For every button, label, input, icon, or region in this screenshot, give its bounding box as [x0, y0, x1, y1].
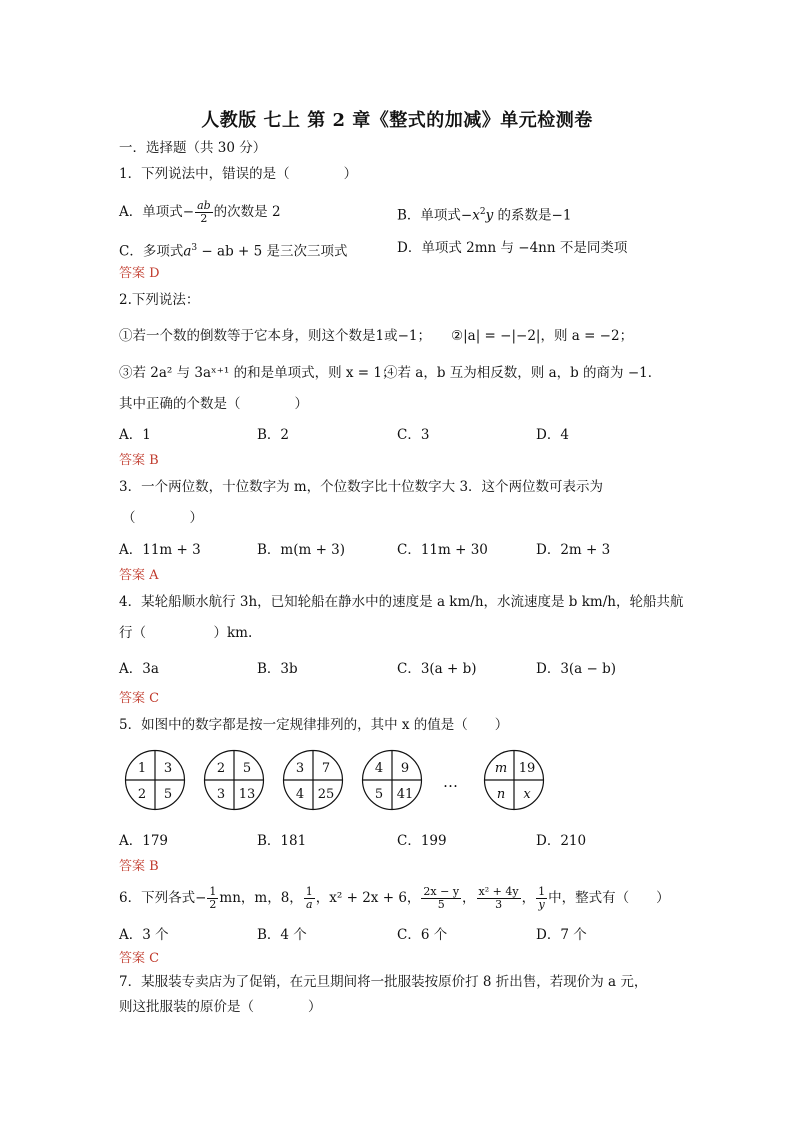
q3-option-d: D．2m + 3 — [536, 542, 611, 558]
q5-option-d: D．210 — [536, 833, 587, 849]
q4-option-b: B．3b — [257, 661, 298, 677]
q6-fraction-5: $\frac{1}{y}$ — [538, 885, 546, 911]
q7-stem: 7．某服装专卖店为了促销，在元旦期间将一批服装按原价打 8 折出售，若现价为 a 元， — [119, 974, 648, 990]
q6-option-c: C．6 个 — [397, 927, 448, 943]
q2-option-d: D．4 — [536, 427, 569, 443]
q5-circle-cell: 4 — [295, 787, 305, 802]
q5-circle-cell: 9 — [400, 761, 410, 776]
q5-circle — [282, 749, 344, 811]
q2-statement-1: ①若一个数的倒数等于它本身，则这个数是1或−1； — [119, 328, 431, 344]
q5-circle — [361, 749, 423, 811]
q5-answer: 答案 B — [119, 859, 159, 874]
q5-circle-cell: 3 — [216, 787, 226, 802]
q2-stem: 2.下列说法： — [119, 292, 200, 308]
q5-circle-cell: 19 — [518, 761, 536, 776]
q5-circle-cell: x — [523, 787, 531, 802]
q5-option-c: C．199 — [397, 833, 447, 849]
q5-circle-cell: 41 — [396, 787, 414, 802]
q5-circle-cell: 2 — [137, 787, 147, 802]
q4-stem-end: 行（ ）km. — [119, 625, 253, 641]
q3-option-c: C．11m + 30 — [397, 542, 488, 558]
q4-option-a: A．3a — [119, 661, 159, 677]
q5-circle-cell: 4 — [374, 761, 384, 776]
q4-option-d: D．3(a − b) — [536, 661, 617, 677]
q3-answer: 答案 A — [119, 568, 159, 583]
q5-circle-cell: n — [496, 787, 506, 802]
q1-option-a: A．单项式− $\frac{ab}{2}$ 的次数是 2 — [119, 199, 281, 225]
q6-fraction-3: $\frac{2x - y}{5}$ — [423, 885, 460, 911]
q5-circle-cell: 25 — [317, 787, 335, 802]
q5-circle — [124, 749, 186, 811]
q3-stem-end: （ ） — [122, 510, 203, 526]
q1-option-d: D．单项式 2mn 与 −4nn 不是同类项 — [397, 240, 628, 256]
section-heading: 一．选择题（共 30 分） — [119, 140, 267, 156]
q5-circle-cell: 1 — [137, 761, 147, 776]
q4-answer: 答案 C — [119, 691, 160, 706]
q5-circle — [483, 749, 545, 811]
q5-circle-cell: 5 — [374, 787, 384, 802]
q4-option-c: C．3(a + b) — [397, 661, 477, 677]
q6-fraction-1: $\frac{1}{2}$ — [209, 885, 217, 911]
q5-option-b: B．181 — [257, 833, 307, 849]
q3-option-a: A．11m + 3 — [119, 542, 201, 558]
q2-option-a: A．1 — [119, 427, 151, 443]
q5-circle-cell: 2 — [216, 761, 226, 776]
q2-statement-3: ③若 2a² 与 3aˣ⁺¹ 的和是单项式，则 x = 1； — [119, 365, 396, 381]
q5-circle-cell: 5 — [163, 787, 173, 802]
q5-circle-cell: m — [494, 761, 508, 776]
q5-circle — [203, 749, 265, 811]
q2-option-b: B．2 — [257, 427, 290, 443]
q2-stem-end: 其中正确的个数是（ ） — [119, 396, 308, 412]
q6-fraction-4: $\frac{\text{x² + 4y}}{3}$ — [478, 885, 519, 911]
q2-answer: 答案 B — [119, 453, 159, 468]
q1-answer: 答案 D — [119, 266, 160, 281]
q5-stem: 5．如图中的数字都是按一定规律排列的，其中 x 的值是（ ） — [119, 717, 509, 733]
q1-a-fraction: $\frac{ab}{2}$ — [197, 199, 211, 225]
q6-option-a: A．3 个 — [119, 927, 169, 943]
q6-fraction-2: $\frac{1}{a}$ — [305, 885, 313, 911]
q1-option-c: C．多项式$a^3$ − ab + 5 是三次三项式 — [119, 243, 348, 260]
q5-circle-cell: 13 — [238, 787, 256, 802]
q7-stem-end: 则这批服装的原价是（ ） — [119, 999, 322, 1015]
q3-option-b: B．m(m + 3) — [257, 542, 346, 558]
page-title: 人教版 七上 第 2 章《整式的加减》单元检测卷 — [201, 110, 593, 131]
q5-option-a: A．179 — [119, 833, 169, 849]
q2-statement-4: ④若 a，b 互为相反数，则 a，b 的商为 −1． — [384, 365, 662, 381]
q2-option-c: C．3 — [397, 427, 430, 443]
q2-statement-2: ②|a| = −|−2|，则 a = −2； — [451, 328, 634, 344]
q6-answer: 答案 C — [119, 951, 160, 966]
q5-circle-cell: 3 — [163, 761, 173, 776]
q6-option-d: D．7 个 — [536, 927, 587, 943]
q1-option-b: B．单项式$-x^2y$ 的系数是−1 — [397, 207, 572, 224]
q1-stem: 1．下列说法中，错误的是（ ） — [119, 166, 358, 182]
q6-stem: 6．下列各式− $\frac{1}{2}$ mn，m，8， $\frac{1}{a}$ ，x² + 2x + 6， $\frac{2x - y}{5}$ ， $\frac{\text{x² + 4y}}{3}$ ， $\frac{1}{y}$ 中，整式有（ ） — [119, 885, 670, 911]
q5-circle-cell: 7 — [321, 761, 331, 776]
q3-stem: 3．一个两位数，十位数字为 m，个位数字比十位数字大 3．这个两位数可表示为 — [119, 479, 604, 495]
q4-stem: 4．某轮船顺水航行 3h，已知轮船在静水中的速度是 a km/h，水流速度是 b km/h，轮船共航 — [119, 594, 684, 610]
q5-circle-cell: 5 — [242, 761, 252, 776]
q5-ellipsis: … — [443, 773, 458, 791]
q5-circle-cell: 3 — [295, 761, 305, 776]
q6-option-b: B．4 个 — [257, 927, 307, 943]
